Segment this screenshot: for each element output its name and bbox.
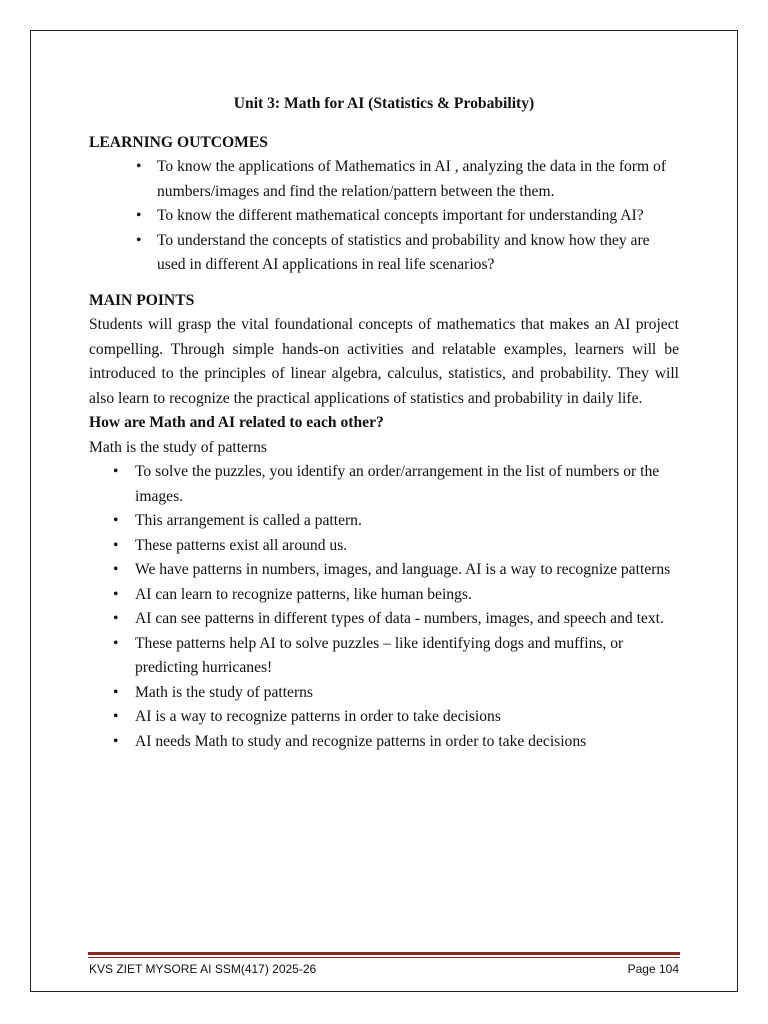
list-item: • This arrangement is called a pattern. (89, 509, 679, 534)
learning-outcomes-list (89, 155, 679, 278)
list-item: • To know the different mathematical concepts important for understanding AI? (89, 204, 679, 229)
list-item: • AI is a way to recognize patterns in order to take decisions (89, 705, 679, 730)
list-item: • AI can learn to recognize patterns, like human beings. (89, 583, 679, 608)
learning-outcomes-heading: LEARNING OUTCOMES (89, 133, 268, 151)
page-content (89, 92, 679, 754)
main-points-paragraph: Students will grasp the vital foundational concepts of mathematics that makes an AI project compelling. Through simple hands-on activities and relatable examples, learners will be introduced to the principles of linear algebra, calculus, statistics, and probability. They will also learn to recognize the practical applications of statistics and probability in daily life. (89, 316, 679, 407)
list-item: • These patterns help AI to solve puzzles – like identifying dogs and muffins, or predicting hurricanes! (89, 632, 679, 681)
page-title: Unit 3: Math for AI (Statistics & Probability) (233, 95, 535, 112)
math-ai-intro: Math is the study of patterns (89, 438, 268, 456)
footer-rule (88, 952, 680, 955)
footer-page-number: Page 104 (627, 962, 679, 976)
spacer (89, 278, 679, 289)
list-item: • AI needs Math to study and recognize patterns in order to take decisions (89, 730, 679, 755)
list-item: • AI can see patterns in different types of data - numbers, images, and speech and text. (89, 607, 679, 632)
list-item: • To understand the concepts of statistics and probability and know how they are used in different AI applications in real life scenarios? (89, 229, 679, 278)
list-item: • These patterns exist all around us. (89, 534, 679, 559)
math-ai-list (89, 460, 679, 754)
math-ai-heading: How are Math and AI related to each other? (89, 414, 384, 431)
list-item: • To solve the puzzles, you identify an order/arrangement in the list of numbers or the images. (89, 460, 679, 509)
footer-rule-thin (88, 957, 680, 958)
list-item: • We have patterns in numbers, images, and language. AI is a way to recognize patterns (89, 558, 679, 583)
list-item: • Math is the study of patterns (89, 681, 679, 706)
footer-document-label: KVS ZIET MYSORE AI SSM(417) 2025-26 (89, 962, 317, 976)
list-item: • To know the applications of Mathematics in AI , analyzing the data in the form of numbers/images and find the relation/pattern between the them. (89, 155, 679, 204)
main-points-heading: MAIN POINTS (89, 291, 195, 309)
